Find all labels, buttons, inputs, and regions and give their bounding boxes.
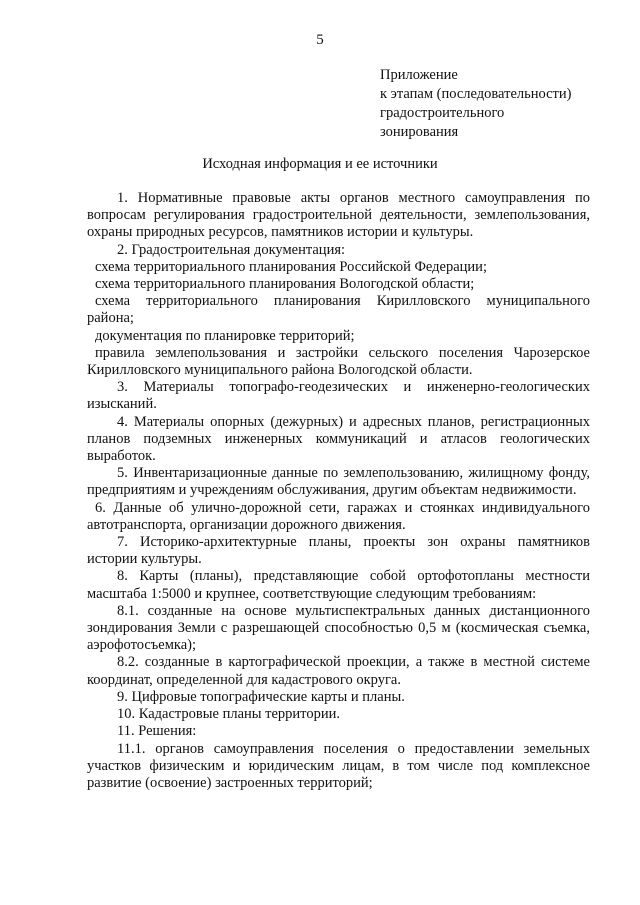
appendix-line: к этапам (последовательности) (380, 86, 572, 102)
appendix-header (380, 66, 571, 142)
paragraph: 11.1. органов самоуправления поселения о предоставлении земельных участков физическим и юридическим лицам, в том числе под комплексное развитие (освоение) застроенных территорий; (87, 740, 590, 791)
paragraph: схема территориального планирования Кирилловского муниципального района; (87, 293, 590, 327)
paragraph: схема территориального планирования Вологодской области; (95, 276, 475, 293)
paragraph: правила землепользования и застройки сельского поселения Чарозерское Кирилловского муниципального района Вологодской области. (87, 344, 590, 379)
paragraph: 10. Кадастровые планы территории. (117, 706, 340, 723)
page-number: 5 (316, 32, 324, 48)
appendix-line: Приложение (380, 67, 458, 83)
paragraph: 4. Материалы опорных (дежурных) и адресных планов, регистрационных планов подземных инженерных коммуникаций и атласов геологических выработок. (87, 413, 590, 465)
paragraph: 3. Материалы топографо-геодезических и инженерно-геологических изысканий. (87, 379, 590, 413)
paragraph: схема территориального планирования Российской Федерации; (95, 258, 487, 275)
appendix-line: градостроительного (380, 105, 505, 121)
paragraph: 8.1. созданные на основе мультиспектральных данных дистанционного зондирования Земли с разрешающей способностью 0,5 м (космическая съемка, аэрофотосъемка); (87, 602, 590, 654)
appendix-line: зонирования (380, 124, 459, 140)
paragraph: 1. Нормативные правовые акты органов местного самоуправления по вопросам регулирования градостроительной деятельности, землепользования, охраны природных ресурсов, памятников истории и культуры. (87, 190, 590, 241)
document-title: Исходная информация и ее источники (202, 156, 438, 172)
paragraph: 11. Решения: (117, 723, 197, 740)
document-body (87, 190, 590, 792)
paragraph: 5. Инвентаризационные данные по землепользованию, жилищному фонду, предприятиям и учреждениям обслуживания, другим объектам недвижимости. (87, 465, 590, 499)
paragraph: 2. Градостроительная документация: (117, 241, 346, 258)
paragraph: 8.2. созданные в картографической проекции, а также в местной системе координат, определенной для кадастрового округа. (87, 654, 590, 688)
paragraph: 6. Данные об улично-дорожной сети, гаражах и стоянках индивидуального автотранспорта, организации дорожного движения. (87, 499, 590, 533)
paragraph: 7. Историко-архитектурные планы, проекты зон охраны памятников истории культуры. (87, 534, 590, 568)
paragraph: 8. Карты (планы), представляющие собой ортофотопланы местности масштаба 1:5000 и крупнее, соответствующие следующим требованиям: (87, 568, 590, 602)
paragraph: документация по планировке территорий; (95, 327, 355, 344)
paragraph: 9. Цифровые топографические карты и планы. (117, 688, 405, 705)
